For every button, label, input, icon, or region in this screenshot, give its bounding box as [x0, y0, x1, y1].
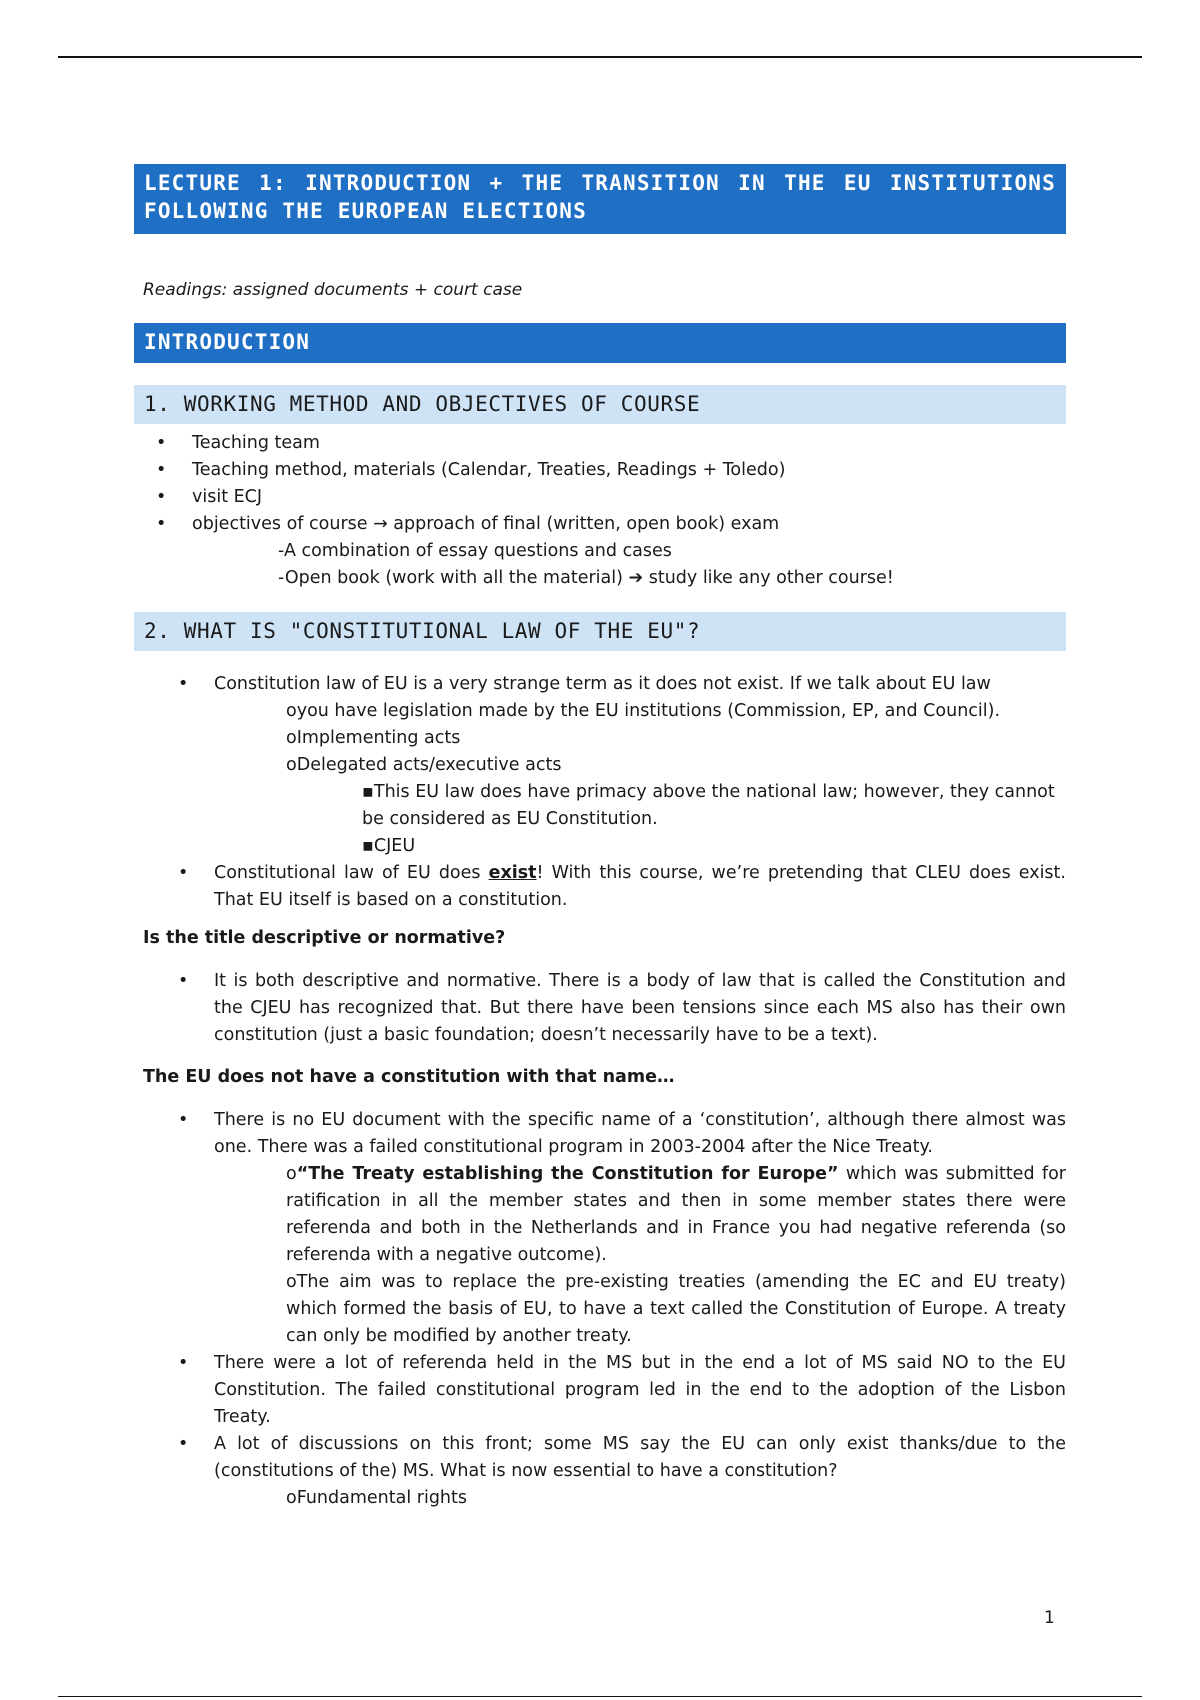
- circle-bullet-icon: o: [286, 728, 297, 748]
- list-item: oThe aim was to replace the pre-existing treaties (amending the EC and EU treaty) which formed the basis of EU, to have a text called the Constitution of Europe. A treaty can only be modified by another treaty.: [286, 1272, 1066, 1346]
- list-item: • There is no EU document with the specific name of a ‘constitution’, although there almost was one. There was a failed constitutional program in 2003-2004 after the Nice Treaty. o“The Treaty establishing the Constitution for Europe” which was submitted for ratification in all the member states and then in some member states there were referenda and both in the Netherlands and in France you had negative referenda (so referenda with a negative outcome). oThe aim was to replace the pre-existing treaties (amending the EC and EU treaty) which formed the basis of EU, to have a text called the Constitution of Europe. A treaty can only be modified by another treaty.: [134, 1107, 1066, 1350]
- section2-list-continued: [134, 860, 1066, 914]
- circle-bullet-icon: o: [286, 1272, 297, 1292]
- list-item: • It is both descriptive and normative. There is a body of law that is called the Constitution and the CJEU has recognized that. But there have been tensions since each MS also has their own constitution (just a basic foundation; doesn’t necessarily have to be a text).: [134, 968, 1066, 1049]
- question2-list: [134, 1107, 1066, 1512]
- section2-subsublist: [134, 779, 1066, 860]
- list-item: • Constitution law of EU is a very strange term as it does not exist. If we talk about EU law: [134, 671, 1066, 698]
- list-item: -Open book (work with all the material) ➔ study like any other course!: [278, 568, 894, 588]
- section1-sublist: [134, 538, 1066, 592]
- lecture-title-banner: LECTURE 1: INTRODUCTION + THE TRANSITION IN THE EU INSTITUTIONS FOLLOWING THE EUROPEAN ELECTIONS: [134, 164, 1066, 234]
- page-number: 1: [1044, 1608, 1055, 1628]
- list-item: oDelegated acts/executive acts: [286, 755, 562, 775]
- section2-sublist: [134, 698, 1066, 779]
- section2-list: [134, 671, 1066, 698]
- square-bullet-icon: ▪: [362, 782, 374, 802]
- list-item: -A combination of essay questions and cases: [278, 541, 672, 561]
- section1-heading: 1. WORKING METHOD AND OBJECTIVES OF COURSE: [134, 385, 1066, 424]
- circle-bullet-icon: o: [286, 1164, 297, 1184]
- list-item: • Teaching team: [134, 430, 1066, 457]
- introduction-banner: INTRODUCTION: [134, 323, 1066, 363]
- list-item: ▪This EU law does have primacy above the national law; however, they cannot be considered as EU Constitution.: [362, 782, 1055, 829]
- readings-line: Readings: assigned documents + court case: [143, 280, 523, 300]
- list-item: • Teaching method, materials (Calendar, Treaties, Readings + Toledo): [134, 457, 1066, 484]
- circle-bullet-icon: o: [286, 701, 297, 721]
- question-heading-descriptive: Is the title descriptive or normative?: [143, 928, 506, 948]
- dash-icon: -: [278, 541, 284, 561]
- emphasized-word: exist: [488, 863, 537, 883]
- list-item: oFundamental rights: [286, 1488, 467, 1508]
- circle-bullet-icon: o: [286, 755, 297, 775]
- bullet-icon: •: [178, 1434, 189, 1454]
- bullet-icon: •: [156, 460, 167, 480]
- question1-list: [134, 968, 1066, 1049]
- document-body: [134, 164, 1066, 1512]
- question-heading-no-constitution: The EU does not have a constitution with that name…: [143, 1067, 675, 1087]
- bullet-icon: •: [156, 433, 167, 453]
- list-item: oyou have legislation made by the EU institutions (Commission, EP, and Council).: [286, 701, 1001, 721]
- bullet-icon: •: [178, 971, 189, 991]
- circle-bullet-icon: o: [286, 1488, 297, 1508]
- list-item: oImplementing acts: [286, 728, 461, 748]
- list-item: • visit ECJ: [134, 484, 1066, 511]
- question2-sublist-2: [214, 1485, 1066, 1512]
- bullet-icon: •: [178, 1110, 189, 1130]
- list-item: • objectives of course → approach of final (written, open book) exam: [134, 511, 1066, 538]
- section2-heading: 2. WHAT IS "CONSTITUTIONAL LAW OF THE EU"?: [134, 612, 1066, 651]
- top-rule: [58, 56, 1142, 58]
- list-item: ▪CJEU: [362, 836, 416, 856]
- bullet-icon: •: [178, 863, 189, 883]
- list-item: • A lot of discussions on this front; some MS say the EU can only exist thanks/due to the (constitutions of the) MS. What is now essential to have a constitution? oFundamental rights: [134, 1431, 1066, 1512]
- bullet-icon: •: [178, 1353, 189, 1373]
- bullet-icon: •: [156, 487, 167, 507]
- bullet-icon: •: [178, 674, 189, 694]
- dash-icon: -: [278, 568, 285, 588]
- list-item: o“The Treaty establishing the Constitution for Europe” which was submitted for ratification in all the member states and then in some member states there were referenda and both in the Netherlands and in France you had negative referenda (so referenda with a negative outcome).: [286, 1164, 1066, 1265]
- bottom-rule: [58, 1696, 1142, 1697]
- list-item: • Constitutional law of EU does exist! With this course, we’re pretending that CLEU does exist. That EU itself is based on a constitution.: [134, 860, 1066, 914]
- section1-list: [134, 430, 1066, 538]
- square-bullet-icon: ▪: [362, 836, 374, 856]
- question2-sublist: [214, 1161, 1066, 1350]
- list-item: • There were a lot of referenda held in the MS but in the end a lot of MS said NO to the EU Constitution. The failed constitutional program led in the end to the adoption of the Lisbon Treaty.: [134, 1350, 1066, 1431]
- bullet-icon: •: [156, 514, 167, 534]
